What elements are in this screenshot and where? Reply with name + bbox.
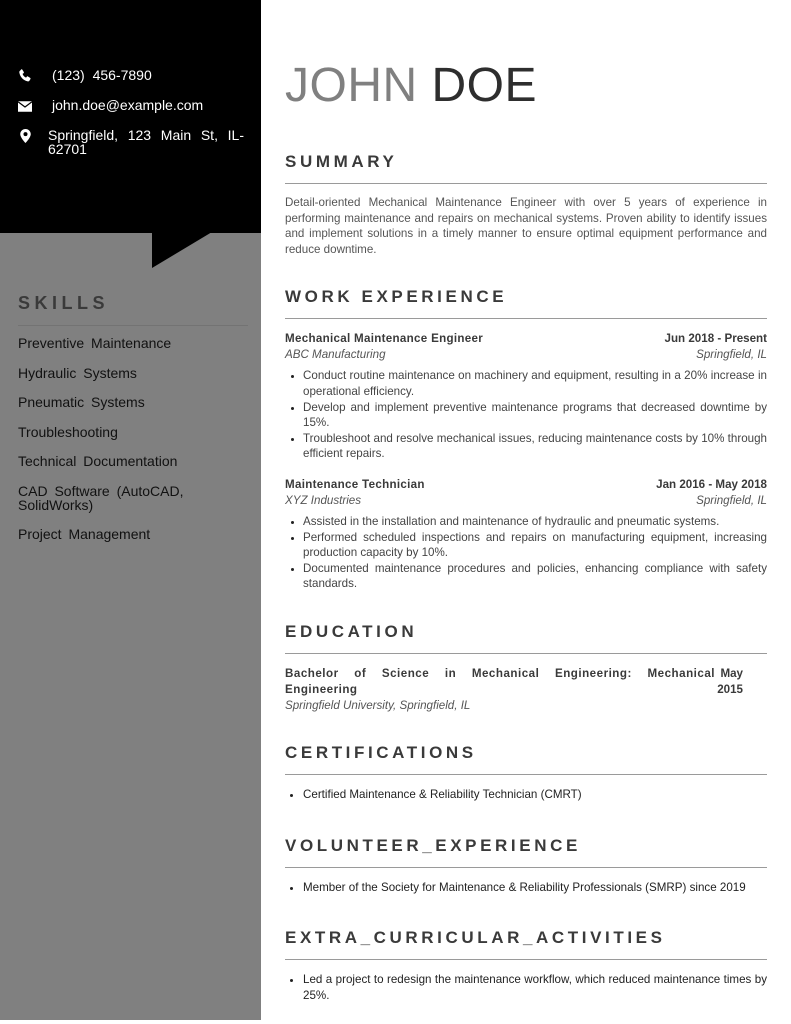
education-entry [285,666,767,698]
skill-item: Preventive Maintenance [18,335,172,351]
envelope-icon [18,99,32,113]
contact-email [18,98,244,113]
skills-section [18,293,248,557]
job-dates: Jan 2016 - May 2018 [656,477,767,491]
education-school: Springfield University, Springfield, IL [285,698,471,712]
summary-text: Detail-oriented Mechanical Maintenance Engineer with over 5 years of experience in performing maintenance and repairs on mechanical systems. Proven ability to identify issues and implement solutions in a timely manner to ensure optimal equipment performance and reduce downtime. [285,196,767,256]
phone-icon [18,69,32,83]
job-title: Mechanical Maintenance Engineer [285,332,484,346]
job-company: XYZ Industries [285,493,362,507]
skills-list [18,336,248,541]
job-bullet: • Documented maintenance procedures and policies, enhancing compliance with safety standards. [303,561,767,592]
extra-curricular-section [285,928,767,1003]
summary-title: SUMMARY [285,152,767,184]
last-name: DOE [431,59,538,112]
certifications-title: CERTIFICATIONS [285,743,767,775]
extra-curricular-title: EXTRA_CURRICULAR_ACTIVITIES [285,928,767,960]
summary-section [285,152,767,257]
phone-text: (123) 456-7890 [52,67,152,83]
job-entry [285,477,767,592]
education-section [285,622,767,713]
contact-address [18,128,244,156]
job-bullet: • Develop and implement preventive maintenance programs that decreased downtime by 15%. [303,400,767,431]
education-date: May 2015 [717,666,743,696]
first-name: JOHN [285,59,418,112]
work-experience-title: WORK EXPERIENCE [285,287,767,319]
job-location: Springfield, IL [696,493,767,507]
skill-item: Troubleshooting [18,423,118,440]
volunteer-title: VOLUNTEER_EXPERIENCE [285,836,767,868]
skill-item: Pneumatic Systems [18,394,145,410]
job-entry [285,331,767,462]
job-bullets [285,514,767,592]
contact-list [18,68,244,171]
extra-curricular-item: • Led a project to redesign the maintenance workflow, which reduced maintenance times by 25%. [303,972,767,1003]
volunteer-list [285,880,767,896]
certifications-list [285,787,767,803]
skill-item: Technical Documentation [18,453,178,469]
skills-title: SKILLS [18,293,248,326]
job-bullets [285,368,767,462]
contact-panel-notch [152,232,212,268]
job-title: Maintenance Technician [285,477,425,491]
job-bullet: • Performed scheduled inspections and repairs on manufacturing equipment, increasing production capacity by 10%. [303,530,767,561]
work-experience-section [285,287,767,592]
education-degree: Bachelor of Science in Mechanical Engineering: Mechanical Engineering [285,666,715,696]
volunteer-section [285,836,767,896]
job-bullet: • Conduct routine maintenance on machinery and equipment, resulting in a 20% increase in operational efficiency. [303,368,767,399]
map-pin-icon [18,129,32,143]
job-dates: Jun 2018 - Present [664,332,767,346]
skill-item: Project Management [18,526,151,542]
job-company: ABC Manufacturing [285,348,386,362]
job-location: Springfield, IL [696,348,767,362]
job-bullet: • Assisted in the installation and maintenance of hydraulic and pneumatic systems. [303,514,767,530]
skill-item: Hydraulic Systems [18,364,137,381]
main-content [285,58,767,1003]
education-title: EDUCATION [285,622,767,654]
email-text: john.doe@example.com [52,97,204,113]
extra-curricular-list [285,972,767,1003]
certification-item: • Certified Maintenance & Reliability Technician (CMRT) [303,787,767,803]
job-bullet: • Troubleshoot and resolve mechanical issues, reducing maintenance costs by 10% through efficient repairs. [303,431,767,462]
address-text: Springfield, 123 Main St, IL-62701 [48,127,244,157]
volunteer-item: • Member of the Society for Maintenance & Reliability Professionals (SMRP) since 2019 [303,880,767,896]
certifications-section [285,743,767,803]
candidate-name [285,58,767,114]
skill-item: CAD Software (AutoCAD, SolidWorks) [18,482,184,513]
contact-phone [18,68,244,83]
